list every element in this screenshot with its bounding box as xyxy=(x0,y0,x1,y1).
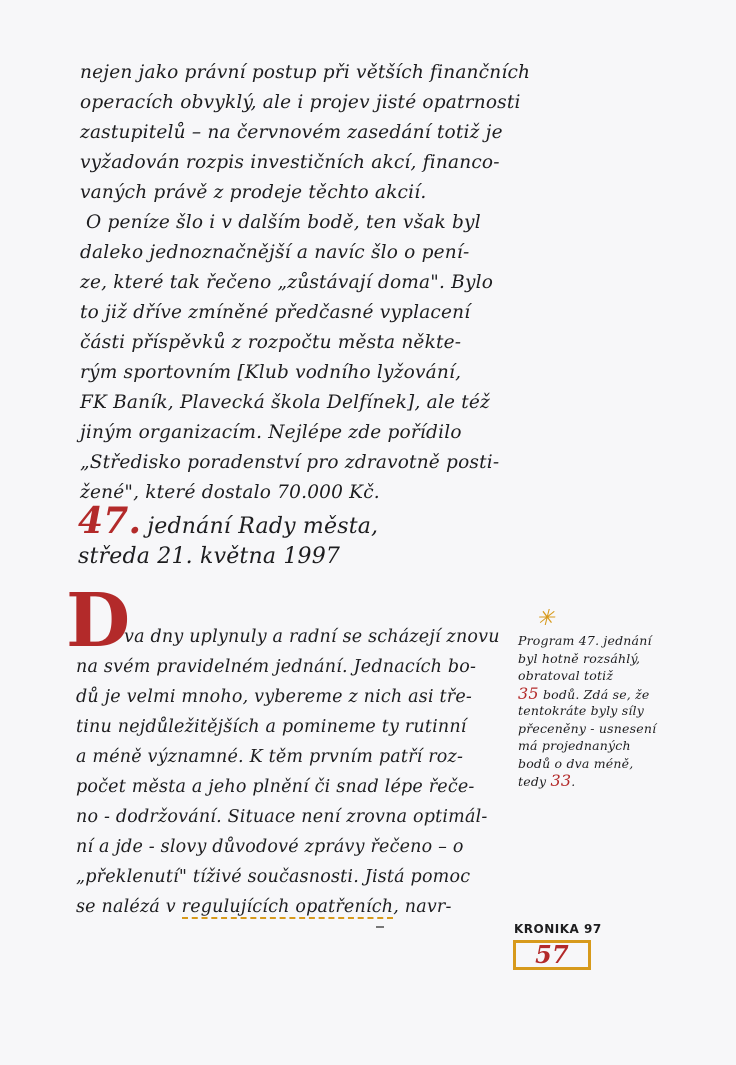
note-line: přeceněny - usnesení xyxy=(518,720,657,736)
text-line: operacích obvyklý, ale i projev jisté opatrnosti xyxy=(80,92,521,113)
text-fragment: , navr- xyxy=(393,897,452,917)
note-line: byl hotně rozsáhlý, xyxy=(518,650,641,666)
text-line: tinu nejdůležitějších a pomineme ty rutinní xyxy=(76,717,467,737)
heading-title: jednání Rady města, xyxy=(147,514,379,539)
note-line: bodů o dva méně, xyxy=(518,755,634,771)
text-line: no - dodržování. Situace není zrovna optimál- xyxy=(76,807,488,827)
text-line: vaných právě z prodeje těchto akcií. xyxy=(80,182,427,203)
text-line: O peníze šlo i v dalším bodě, ten však byl xyxy=(86,212,481,233)
note-line: Program 47. jednání xyxy=(518,633,652,648)
heading-date: středa 21. května 1997 xyxy=(78,544,341,569)
text-line: počet města a jeho plnění či snad lépe řeče- xyxy=(76,777,475,797)
text-line: ze, které tak řečeno „zůstávají doma". Bylo xyxy=(80,272,494,293)
text-line: daleko jednoznačnější a navíc šlo o pení- xyxy=(80,242,470,263)
margin-note-text xyxy=(518,632,708,790)
approved-count: 33 xyxy=(550,771,572,790)
text-line: rým sportovním [Klub vodního lyžování, xyxy=(80,362,462,383)
note-line xyxy=(518,685,708,703)
text-line: jiným organizacím. Nejlépe zde pořídilo xyxy=(80,422,462,443)
text-line: na svém pravidelném jednání. Jednacích bo- xyxy=(76,657,477,677)
text-line: va dny uplynuly a radní se scházejí znovu xyxy=(124,627,500,647)
top-paragraph xyxy=(80,58,530,508)
text-line: zastupitelů – na červnovém zasedání totiž je xyxy=(80,122,503,143)
text-line: nejen jako právní postup při větších finančních xyxy=(80,62,531,83)
asterisk-icon: ✳ xyxy=(536,606,555,631)
text-line: žené", které dostalo 70.000 Kč. xyxy=(80,482,380,503)
note-line: obratoval totiž xyxy=(518,668,614,683)
text-line: části příspěvků z rozpočtu města někte- xyxy=(80,332,462,353)
text-line: „překlenutí" tíživé současnosti. Jistá pomoc xyxy=(76,867,471,887)
drop-cap-letter: D xyxy=(66,578,131,664)
note-line: má projednaných xyxy=(518,738,631,753)
text-fragment: tedy xyxy=(518,774,551,789)
meeting-heading xyxy=(78,500,478,569)
text-line: dů je velmi mnoho, vybereme z nich asi tře- xyxy=(76,687,473,707)
page-number-box xyxy=(513,940,591,970)
body-paragraph xyxy=(74,622,524,922)
text-line: vyžadován rozpis investičních akcí, financo- xyxy=(80,152,500,173)
text-line: ní a jde - slovy důvodové zprávy řečeno – o xyxy=(76,837,464,857)
text-line: to již dříve zmíněné předčasné vyplacení xyxy=(80,302,471,323)
chronicle-label: KRONIKA 97 xyxy=(514,922,602,936)
note-line xyxy=(518,772,708,790)
underlined-phrase: regulujících opatřeních xyxy=(181,897,394,917)
page-number: 57 xyxy=(535,940,569,969)
program-count: 35 xyxy=(518,683,539,703)
text-line: FK Baník, Plavecká škola Delfínek], ale též xyxy=(80,392,490,413)
text-fragment: bodů. Zdá se, že xyxy=(538,686,650,702)
dash-mark xyxy=(376,926,384,928)
text-fragment: . xyxy=(571,774,576,789)
text-fragment: se nalézá v xyxy=(76,897,182,917)
text-line: a méně významné. K těm prvním patří roz- xyxy=(76,747,464,767)
text-line-last xyxy=(74,892,524,922)
text-line: „Středisko poradenství pro zdravotně posti- xyxy=(80,452,500,473)
meeting-number: 47. xyxy=(78,500,142,542)
note-line: tentokráte byly síly xyxy=(518,703,644,718)
